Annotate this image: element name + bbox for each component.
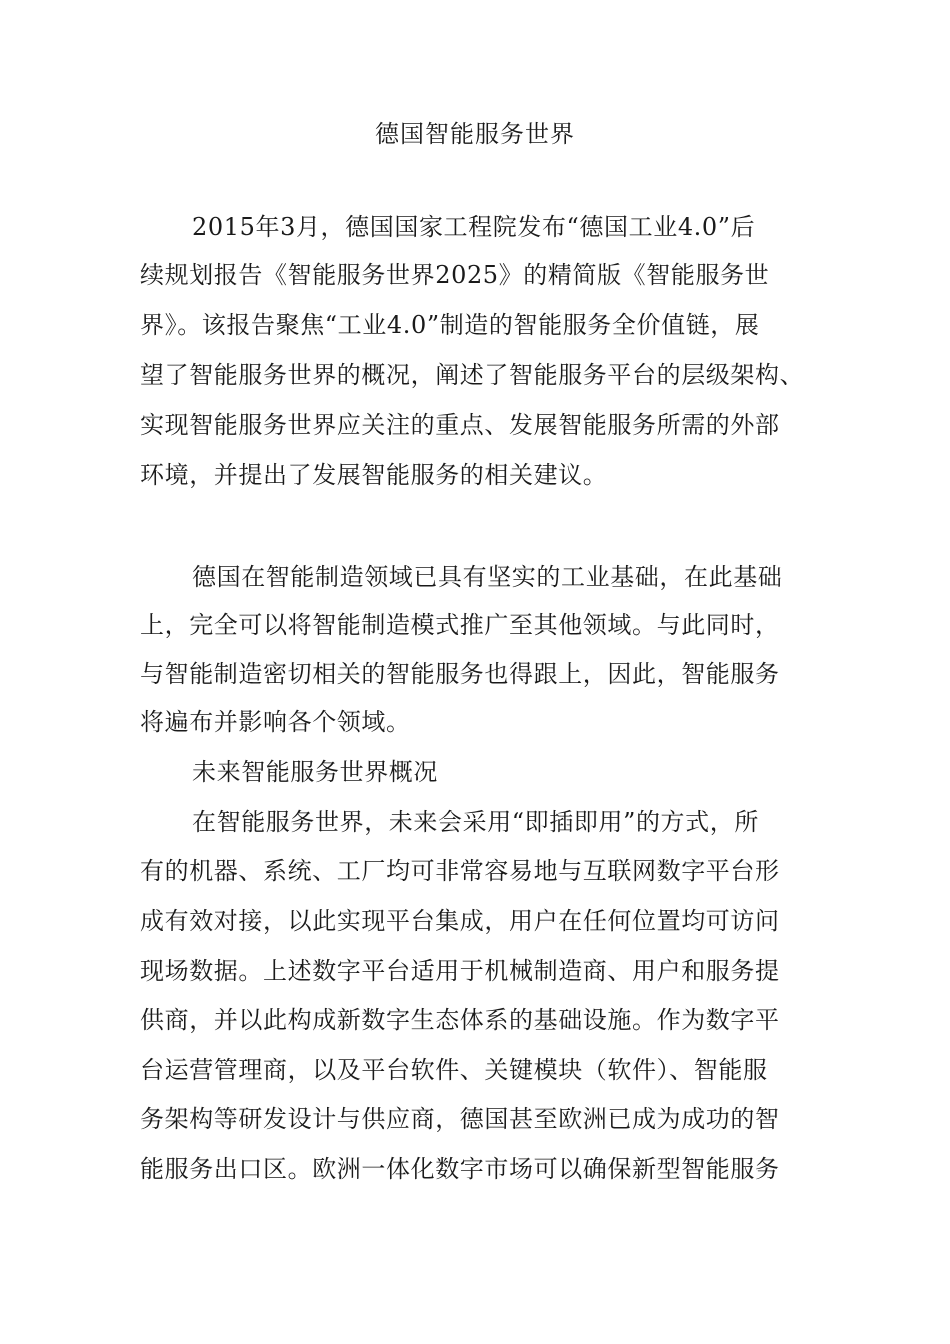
paragraph-1-line: 2015年3月，德国国家工程院发布“德国工业4.0”后 [192, 213, 756, 241]
paragraph-3-line: 务架构等研发设计与供应商，德国甚至欧洲已成为成功的智 [140, 1105, 780, 1133]
paragraph-1-line: 界》。该报告聚焦“工业4.0”制造的智能服务全价值链，展 [140, 311, 760, 339]
paragraph-1-line: 续规划报告《智能服务世界2025》的精简版《智能服务世 [140, 261, 770, 289]
paragraph-3-line: 现场数据。上述数字平台适用于机械制造商、用户和服务提 [140, 957, 780, 985]
paragraph-1-line: 实现智能服务世界应关注的重点、发展智能服务所需的外部 [140, 411, 780, 439]
document-title: 德国智能服务世界 [375, 120, 575, 148]
section-heading: 未来智能服务世界概况 [192, 758, 438, 786]
paragraph-2-line: 上，完全可以将智能制造模式推广至其他领域。与此同时， [140, 611, 780, 639]
paragraph-3-line: 在智能服务世界，未来会采用“即插即用”的方式，所 [192, 808, 759, 836]
paragraph-2-line: 将遍布并影响各个领域。 [140, 708, 411, 736]
paragraph-3-line: 台运营管理商，以及平台软件、关键模块（软件）、智能服 [140, 1056, 768, 1084]
paragraph-1-line: 望了智能服务世界的概况，阐述了智能服务平台的层级架构、 [140, 361, 805, 389]
paragraph-3-line: 供商，并以此构成新数字生态体系的基础设施。作为数字平 [140, 1006, 780, 1034]
paragraph-2-line: 德国在智能制造领域已具有坚实的工业基础，在此基础 [192, 563, 783, 591]
paragraph-3-line: 成有效对接，以此实现平台集成，用户在任何位置均可访问 [140, 907, 780, 935]
paragraph-2-line: 与智能制造密切相关的智能服务也得跟上，因此，智能服务 [140, 660, 780, 688]
paragraph-3-line: 能服务出口区。欧洲一体化数字市场可以确保新型智能服务 [140, 1155, 780, 1183]
paragraph-3-line: 有的机器、系统、工厂均可非常容易地与互联网数字平台形 [140, 857, 780, 885]
paragraph-1-line: 环境，并提出了发展智能服务的相关建议。 [140, 461, 608, 489]
